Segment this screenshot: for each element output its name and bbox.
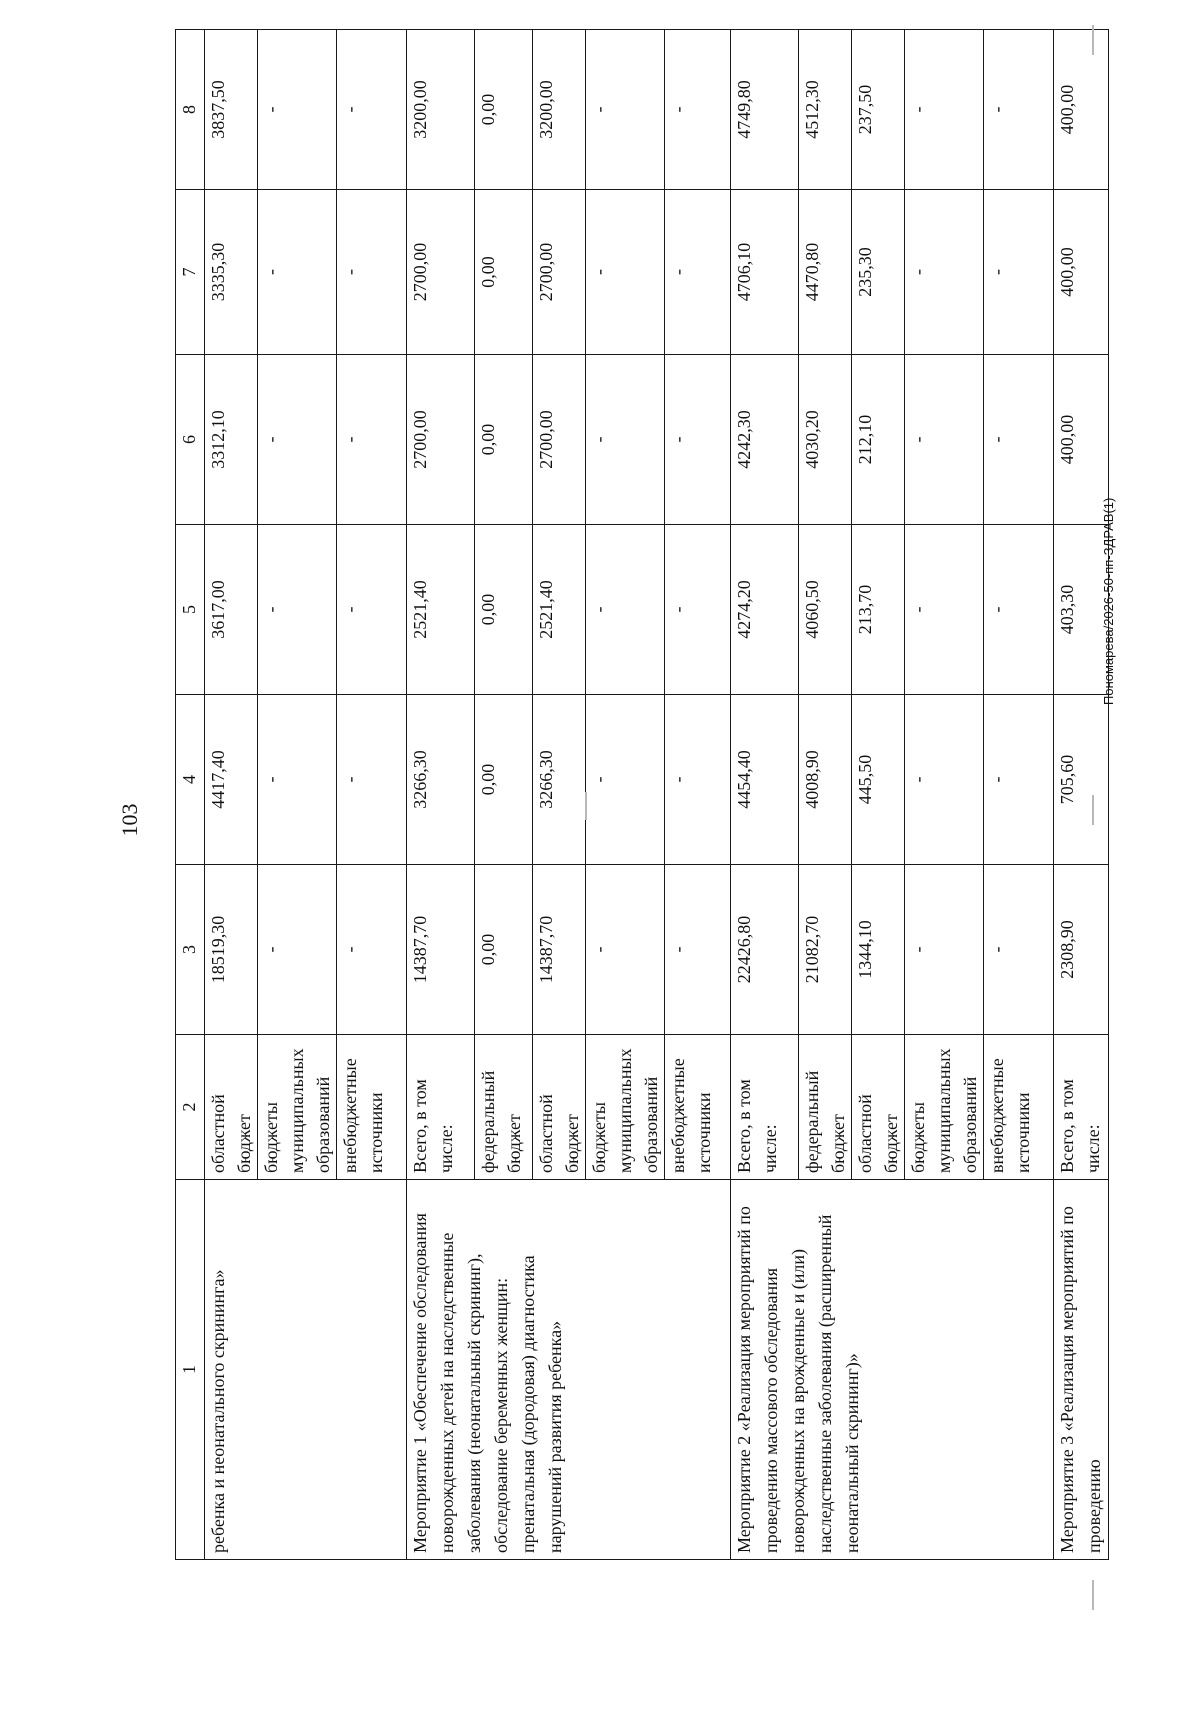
- amount-cell: 212,10: [852, 355, 905, 525]
- amount-cell: -: [586, 190, 665, 355]
- amount-cell: -: [665, 695, 731, 865]
- col-header-7: 7: [176, 190, 205, 355]
- amount-cell: -: [586, 865, 665, 1035]
- amount-cell: 0,00: [475, 30, 533, 190]
- amount-cell: -: [337, 190, 407, 355]
- funding-source-cell: федеральный бюджет: [799, 1035, 852, 1180]
- table-row: [407, 30, 475, 1560]
- amount-cell: 4030,20: [799, 355, 852, 525]
- amount-cell: 2521,40: [407, 525, 475, 695]
- funding-source-cell: федеральный бюджет: [475, 1035, 533, 1180]
- scan-mark-middle: [1092, 795, 1094, 825]
- amount-cell: 235,30: [852, 190, 905, 355]
- funding-source-cell: Всего, в том числе:: [1054, 1035, 1109, 1180]
- amount-cell: -: [586, 30, 665, 190]
- amount-cell: -: [586, 695, 665, 865]
- col-header-3: 3: [176, 865, 205, 1035]
- amount-cell: -: [258, 695, 337, 865]
- amount-cell: 18519,30: [205, 865, 258, 1035]
- amount-cell: -: [258, 190, 337, 355]
- amount-cell: -: [586, 355, 665, 525]
- amount-cell: 213,70: [852, 525, 905, 695]
- funding-source-cell: Всего, в том числе:: [407, 1035, 475, 1180]
- amount-cell: -: [905, 865, 984, 1035]
- amount-cell: 4242,30: [731, 355, 799, 525]
- amount-cell: 400,00: [1054, 190, 1109, 355]
- amount-cell: -: [984, 355, 1054, 525]
- amount-cell: -: [337, 865, 407, 1035]
- col-header-1: 1: [176, 1180, 205, 1560]
- amount-cell: -: [258, 355, 337, 525]
- amount-cell: 3312,10: [205, 355, 258, 525]
- amount-cell: 705,60: [1054, 695, 1109, 865]
- amount-cell: 400,00: [1054, 30, 1109, 190]
- amount-cell: 3200,00: [407, 30, 475, 190]
- amount-cell: 3266,30: [533, 695, 586, 865]
- amount-cell: 400,00: [1054, 355, 1109, 525]
- page-number: 103: [117, 803, 142, 837]
- amount-cell: -: [337, 30, 407, 190]
- document-footer: Пономарева/2026-50-пп-ЗДРАВ(1): [1101, 497, 1116, 705]
- amount-cell: 3335,30: [205, 190, 258, 355]
- amount-cell: -: [984, 695, 1054, 865]
- activity-cell: ребенка и неонатального скрининга»: [205, 1180, 407, 1560]
- activity-cell: Мероприятие 3 «Реализация мероприятий по проведению: [1054, 1180, 1109, 1560]
- funding-source-cell: внебюджетные источники: [337, 1035, 407, 1180]
- funding-source-cell: областной бюджет: [852, 1035, 905, 1180]
- amount-cell: 237,50: [852, 30, 905, 190]
- amount-cell: -: [984, 30, 1054, 190]
- amount-cell: 0,00: [475, 190, 533, 355]
- col-header-4: 4: [176, 695, 205, 865]
- amount-cell: -: [258, 525, 337, 695]
- amount-cell: 22426,80: [731, 865, 799, 1035]
- table-row: [205, 30, 258, 1560]
- amount-cell: 4008,90: [799, 695, 852, 865]
- amount-cell: 4274,20: [731, 525, 799, 695]
- amount-cell: -: [905, 190, 984, 355]
- amount-cell: 3837,50: [205, 30, 258, 190]
- funding-source-cell: бюджеты муниципальных образований: [905, 1035, 984, 1180]
- amount-cell: -: [984, 865, 1054, 1035]
- amount-cell: 4706,10: [731, 190, 799, 355]
- amount-cell: -: [905, 30, 984, 190]
- amount-cell: 0,00: [475, 355, 533, 525]
- budget-table: [175, 29, 1109, 1560]
- amount-cell: 2308,90: [1054, 865, 1109, 1035]
- amount-cell: 0,00: [475, 695, 533, 865]
- budget-table-rotated: [175, 30, 1104, 1560]
- amount-cell: 2700,00: [407, 190, 475, 355]
- amount-cell: 4417,40: [205, 695, 258, 865]
- amount-cell: -: [905, 695, 984, 865]
- amount-cell: 4749,80: [731, 30, 799, 190]
- funding-source-cell: бюджеты муниципальных образований: [258, 1035, 337, 1180]
- amount-cell: -: [258, 865, 337, 1035]
- amount-cell: -: [665, 525, 731, 695]
- amount-cell: -: [337, 525, 407, 695]
- amount-cell: -: [665, 355, 731, 525]
- amount-cell: 1344,10: [852, 865, 905, 1035]
- amount-cell: 4512,30: [799, 30, 852, 190]
- amount-cell: -: [258, 30, 337, 190]
- amount-cell: 445,50: [852, 695, 905, 865]
- funding-source-cell: бюджеты муниципальных образований: [586, 1035, 665, 1180]
- amount-cell: -: [905, 355, 984, 525]
- scan-mark-bottom: [1092, 1580, 1094, 1610]
- amount-cell: -: [665, 190, 731, 355]
- scan-mark-top: [1092, 25, 1094, 55]
- table-row: [731, 30, 799, 1560]
- amount-cell: -: [337, 355, 407, 525]
- scan-mark-left-center: [585, 792, 587, 820]
- amount-cell: 0,00: [475, 525, 533, 695]
- amount-cell: 4060,50: [799, 525, 852, 695]
- table-body: [205, 30, 1109, 1560]
- amount-cell: 2700,00: [407, 355, 475, 525]
- activity-cell: Мероприятие 2 «Реализация мероприятий по проведению массового обследования новорожденных на врожденные и (или) наследственные заболевания (расширенный неонатальный скрининг)»: [731, 1180, 1054, 1560]
- amount-cell: -: [665, 30, 731, 190]
- funding-source-cell: внебюджетные источники: [984, 1035, 1054, 1180]
- amount-cell: 2521,40: [533, 525, 586, 695]
- funding-source-cell: внебюджетные источники: [665, 1035, 731, 1180]
- funding-source-cell: областной бюджет: [533, 1035, 586, 1180]
- amount-cell: -: [586, 525, 665, 695]
- amount-cell: 0,00: [475, 865, 533, 1035]
- amount-cell: 14387,70: [533, 865, 586, 1035]
- header-row: [176, 30, 205, 1560]
- amount-cell: -: [984, 190, 1054, 355]
- col-header-8: 8: [176, 30, 205, 190]
- amount-cell: -: [984, 525, 1054, 695]
- col-header-2: 2: [176, 1035, 205, 1180]
- amount-cell: 3266,30: [407, 695, 475, 865]
- amount-cell: 21082,70: [799, 865, 852, 1035]
- amount-cell: 14387,70: [407, 865, 475, 1035]
- amount-cell: 403,30: [1054, 525, 1109, 695]
- col-header-6: 6: [176, 355, 205, 525]
- amount-cell: 2700,00: [533, 190, 586, 355]
- amount-cell: 3200,00: [533, 30, 586, 190]
- amount-cell: -: [665, 865, 731, 1035]
- amount-cell: 4454,40: [731, 695, 799, 865]
- amount-cell: 3617,00: [205, 525, 258, 695]
- amount-cell: -: [905, 525, 984, 695]
- funding-source-cell: областной бюджет: [205, 1035, 258, 1180]
- activity-cell: Мероприятие 1 «Обеспечение обследования новорожденных детей на наследственные заболевания (неонатальный скрининг), обследование беременных женщин: пренатальная (дородовая) диагностика нарушений развития ребенка»: [407, 1180, 731, 1560]
- amount-cell: 4470,80: [799, 190, 852, 355]
- col-header-5: 5: [176, 525, 205, 695]
- funding-source-cell: Всего, в том числе:: [731, 1035, 799, 1180]
- amount-cell: -: [337, 695, 407, 865]
- amount-cell: 2700,00: [533, 355, 586, 525]
